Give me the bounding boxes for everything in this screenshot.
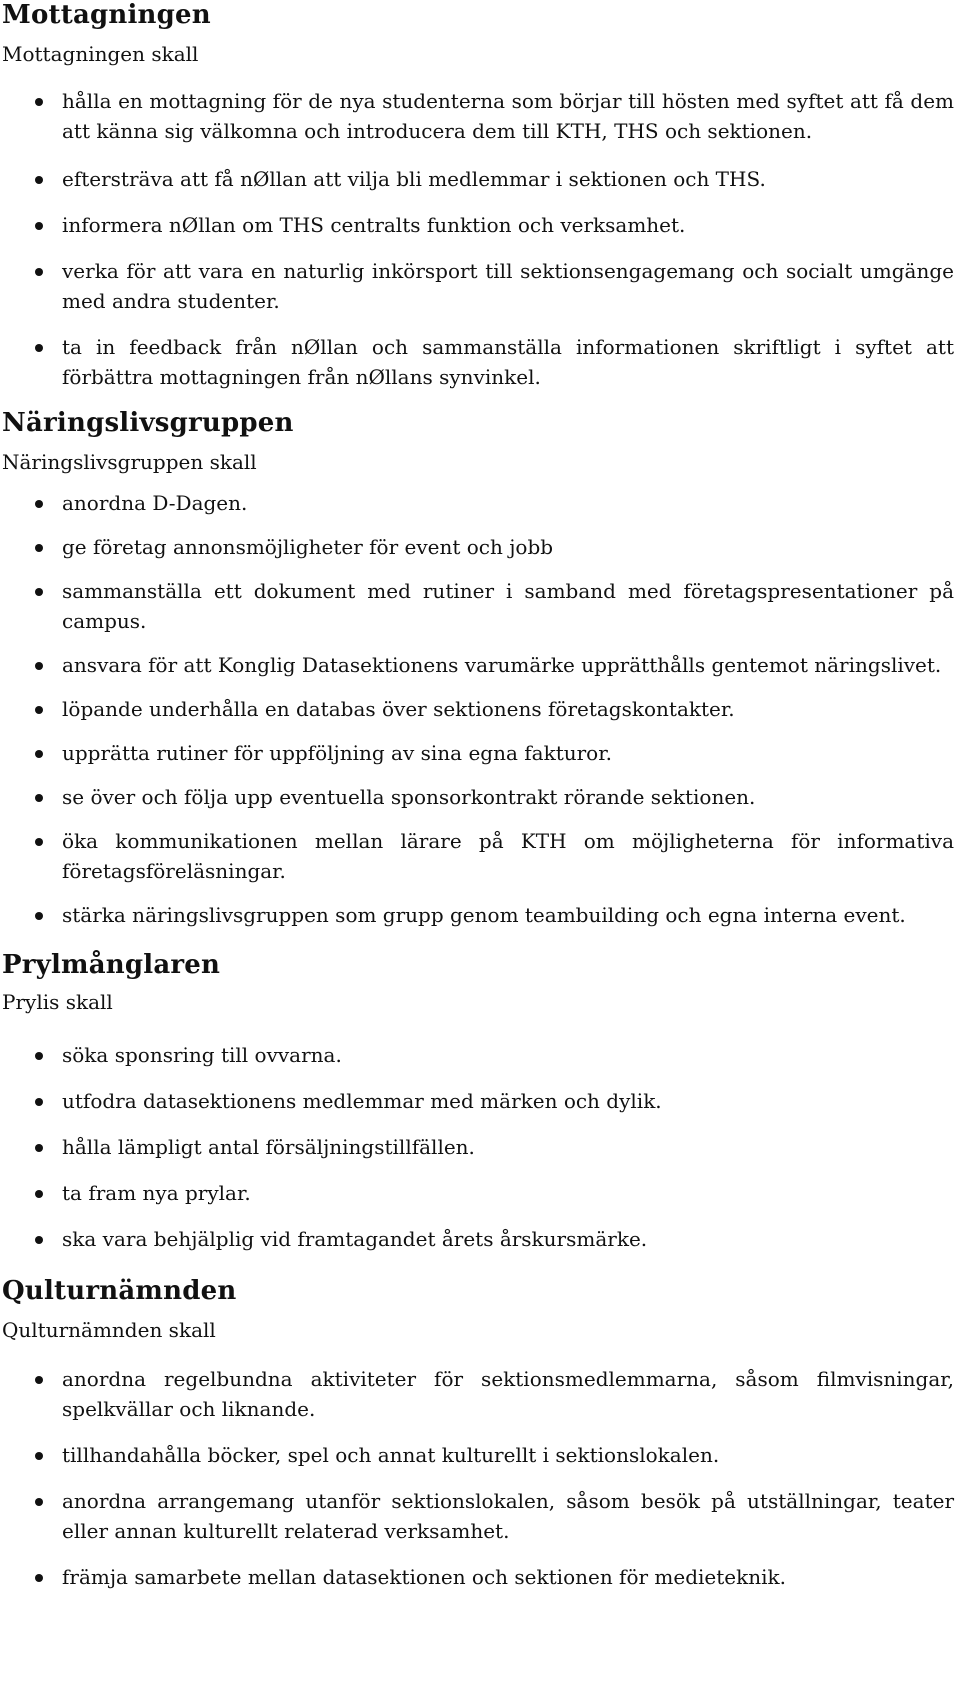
bullet-icon xyxy=(35,1498,43,1506)
bullet-icon xyxy=(35,344,43,352)
list-item xyxy=(2,1562,958,1592)
list-item xyxy=(2,1178,958,1208)
bullet-icon xyxy=(35,706,43,714)
bullet-icon xyxy=(35,1376,43,1384)
list-item-text: ska vara behjälplig vid framtagandet årets årskursmärke. xyxy=(62,1227,648,1251)
bullet-icon xyxy=(35,912,43,920)
list-item xyxy=(2,256,958,316)
list-item xyxy=(2,1086,958,1116)
list-item-text: upprätta rutiner för uppföljning av sina egna fakturor. xyxy=(62,741,612,765)
bullet-icon xyxy=(35,1236,43,1244)
list-item-text: ta fram nya prylar. xyxy=(62,1181,251,1205)
bullet-icon xyxy=(35,794,43,802)
list-item-text: ge företag annonsmöjligheter för event och jobb xyxy=(62,535,554,559)
list-item-text: tillhandahålla böcker, spel och annat kulturellt i sektionslokalen. xyxy=(62,1443,720,1467)
list-item xyxy=(2,782,958,812)
bullet-icon xyxy=(35,1144,43,1152)
bullet-icon xyxy=(35,176,43,184)
bullet-icon xyxy=(35,1574,43,1582)
bullet-icon xyxy=(35,588,43,596)
bullet-icon xyxy=(35,98,43,106)
section-intro: Näringslivsgruppen skall xyxy=(2,450,257,474)
list-item-text: eftersträva att få nØllan att vilja bli medlemmar i sektionen och THS. xyxy=(62,167,766,191)
duty-list xyxy=(2,86,958,392)
list-item xyxy=(2,488,958,518)
list-item-text: anordna arrangemang utanför sektionslokalen, såsom besök på utställningar, teater eller annan kulturellt relaterad verksamhet. xyxy=(62,1489,954,1543)
section-mottagningen xyxy=(2,0,958,392)
bullet-icon xyxy=(35,222,43,230)
bullet-icon xyxy=(35,662,43,670)
list-item-text: hålla en mottagning för de nya studenterna som börjar till hösten med syftet att få dem att känna sig välkomna och introducera dem till KTH, THS och sektionen. xyxy=(62,89,954,143)
bullet-icon xyxy=(35,544,43,552)
list-item-text: se över och följa upp eventuella sponsorkontrakt rörande sektionen. xyxy=(62,785,756,809)
list-item-text: informera nØllan om THS centralts funktion och verksamhet. xyxy=(62,213,686,237)
bullet-icon xyxy=(35,838,43,846)
list-item xyxy=(2,738,958,768)
section-heading: Prylmånglaren xyxy=(2,950,221,980)
section-heading: Näringslivsgruppen xyxy=(2,408,294,438)
section-intro: Prylis skall xyxy=(2,990,113,1014)
list-item-text: hålla lämpligt antal försäljningstillfällen. xyxy=(62,1135,475,1159)
list-item xyxy=(2,1132,958,1162)
list-item-text: anordna D-Dagen. xyxy=(62,491,248,515)
section-intro: Qulturnämnden skall xyxy=(2,1318,216,1342)
list-item xyxy=(2,1040,958,1070)
section-heading: Qulturnämnden xyxy=(2,1276,237,1306)
list-item xyxy=(2,650,958,680)
bullet-icon xyxy=(35,268,43,276)
duty-list xyxy=(2,1364,958,1592)
list-item xyxy=(2,1364,958,1424)
list-item-text: sammanställa ett dokument med rutiner i samband med företagspresentationer på campus. xyxy=(62,579,954,633)
list-item xyxy=(2,532,958,562)
list-item-text: ansvara för att Konglig Datasektionens varumärke upprätthålls gentemot näringslivet. xyxy=(62,653,942,677)
list-item-text: anordna regelbundna aktiviteter för sektionsmedlemmarna, såsom filmvisningar, spelkvällar och liknande. xyxy=(62,1367,954,1421)
list-item xyxy=(2,1486,958,1546)
list-item xyxy=(2,694,958,724)
section-qulturnamnden xyxy=(2,1276,958,1592)
list-item xyxy=(2,900,958,930)
section-prylmanglaren xyxy=(2,950,958,1254)
section-naringslivsgruppen xyxy=(2,408,958,930)
list-item xyxy=(2,826,958,886)
bullet-icon xyxy=(35,500,43,508)
bullet-icon xyxy=(35,1098,43,1106)
list-item-text: främja samarbete mellan datasektionen och sektionen för medieteknik. xyxy=(62,1565,787,1589)
list-item xyxy=(2,86,958,146)
list-item-text: verka för att vara en naturlig inkörsport till sektionsengagemang och socialt umgänge med andra studenter. xyxy=(62,259,954,313)
list-item xyxy=(2,576,958,636)
section-intro: Mottagningen skall xyxy=(2,42,199,66)
duty-list xyxy=(2,488,958,930)
duty-list xyxy=(2,1040,958,1254)
list-item xyxy=(2,210,958,240)
bullet-icon xyxy=(35,1190,43,1198)
list-item xyxy=(2,164,958,194)
list-item-text: söka sponsring till ovvarna. xyxy=(62,1043,342,1067)
list-item-text: löpande underhålla en databas över sektionens företagskontakter. xyxy=(62,697,735,721)
bullet-icon xyxy=(35,750,43,758)
list-item-text: ta in feedback från nØllan och sammanställa informationen skriftligt i syftet att förbättra mottagningen från nØllans synvinkel. xyxy=(62,335,954,389)
list-item-text: utfodra datasektionens medlemmar med märken och dylik. xyxy=(62,1089,662,1113)
list-item xyxy=(2,1224,958,1254)
bullet-icon xyxy=(35,1452,43,1460)
list-item xyxy=(2,332,958,392)
list-item-text: öka kommunikationen mellan lärare på KTH om möjligheterna för informativa företagsföreläsningar. xyxy=(62,829,954,883)
list-item-text: stärka näringslivsgruppen som grupp genom teambuilding och egna interna event. xyxy=(62,903,906,927)
section-heading: Mottagningen xyxy=(2,0,211,30)
bullet-icon xyxy=(35,1052,43,1060)
list-item xyxy=(2,1440,958,1470)
